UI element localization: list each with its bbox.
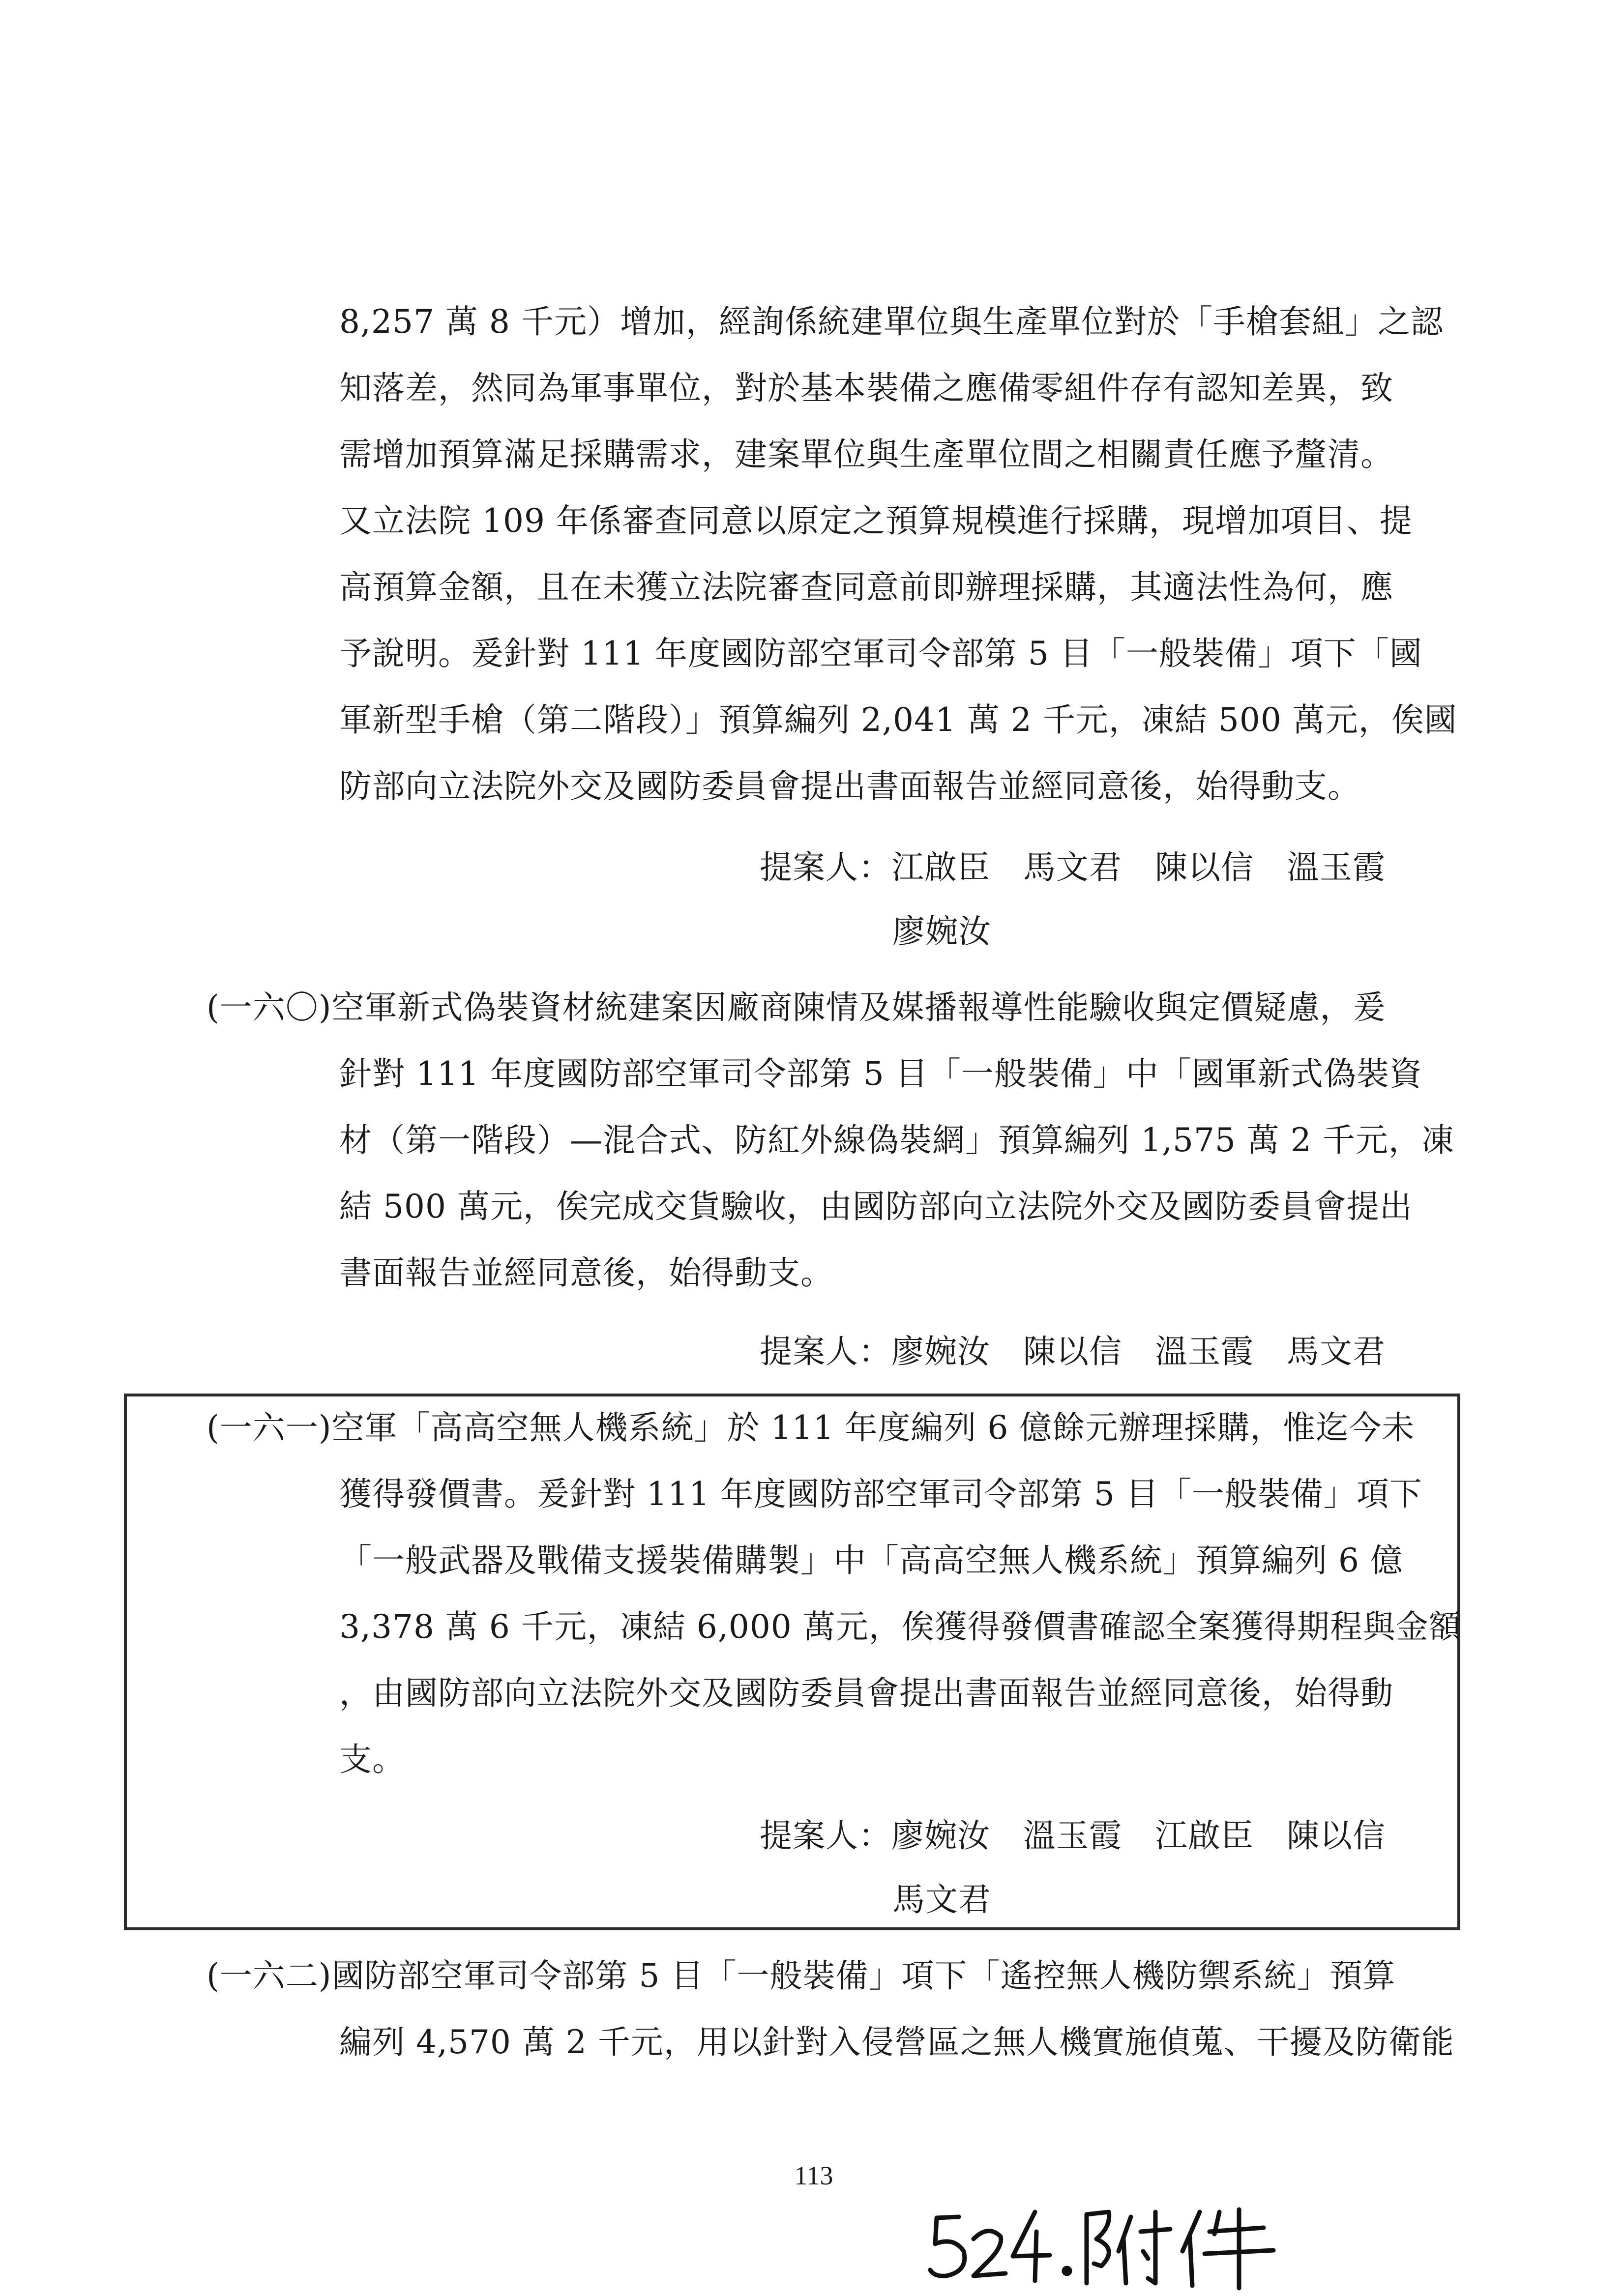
handwritten-annotation xyxy=(924,2197,1288,2291)
text-line: ，由國防部向立法院外交及國防委員會提出書面報告並經同意後，始得動 xyxy=(339,1674,1393,1712)
text-line: 材（第一階段）—混合式、防紅外線偽裝網」預算編列 1,575 萬 2 千元，凍 xyxy=(339,1121,1454,1159)
text-line: 軍新型手槍（第二階段）」預算編列 2,041 萬 2 千元，凍結 500 萬元，俟國 xyxy=(339,701,1457,739)
text-line: 3,378 萬 6 千元，凍結 6,000 萬元，俟獲得發價書確認全案獲得期程與金額 xyxy=(339,1608,1462,1646)
text-line: 書面報告並經同意後，始得動支。 xyxy=(339,1254,833,1292)
item-heading-line: (一六二)國防部空軍司令部第 5 目「一般裝備」項下「遙控無人機防禦系統」預算 xyxy=(207,1957,1396,1995)
text-line: 獲得發價書。爰針對 111 年度國防部空軍司令部第 5 目「一般裝備」項下 xyxy=(339,1475,1422,1513)
text-line: 針對 111 年度國防部空軍司令部第 5 目「一般裝備」中「國軍新式偽裝資 xyxy=(339,1055,1422,1093)
text-line: 結 500 萬元，俟完成交貨驗收，由國防部向立法院外交及國防委員會提出 xyxy=(339,1188,1413,1225)
proposers-line: 廖婉汝 xyxy=(892,912,991,950)
item-heading-line: (一六一)空軍「高高空無人機系統」於 111 年度編列 6 億餘元辦理採購，惟迄今未 xyxy=(207,1409,1415,1447)
proposers-line: 提案人：廖婉汝 陳以信 溫玉霞 馬文君 xyxy=(760,1333,1386,1370)
proposers-line: 馬文君 xyxy=(892,1881,991,1918)
text-line: 知落差，然同為軍事單位，對於基本裝備之應備零組件存有認知差異，致 xyxy=(339,369,1393,407)
text-line: 「一般武器及戰備支援裝備購製」中「高高空無人機系統」預算編列 6 億 xyxy=(339,1541,1403,1579)
text-line: 高預算金額，且在未獲立法院審查同意前即辦理採購，其適法性為何，應 xyxy=(339,568,1393,606)
text-line: 支。 xyxy=(339,1741,405,1778)
text-line: 8,257 萬 8 千元）增加，經詢係統建單位與生產單位對於「手槍套組」之認 xyxy=(339,303,1444,341)
text-line: 編列 4,570 萬 2 千元，用以針對入侵營區之無人機實施偵蒐、干擾及防衛能 xyxy=(339,2023,1454,2061)
proposers-line: 提案人：江啟臣 馬文君 陳以信 溫玉霞 xyxy=(760,848,1386,886)
text-line: 又立法院 109 年係審查同意以原定之預算規模進行採購，現增加項目、提 xyxy=(339,502,1413,540)
text-line: 防部向立法院外交及國防委員會提出書面報告並經同意後，始得動支。 xyxy=(339,767,1360,805)
proposers-line: 提案人：廖婉汝 溫玉霞 江啟臣 陳以信 xyxy=(760,1817,1386,1855)
page-number: 113 xyxy=(794,2161,833,2190)
text-line: 需增加預算滿足採購需求，建案單位與生產單位間之相關責任應予釐清。 xyxy=(339,436,1393,473)
item-heading-line: (一六〇)空軍新式偽裝資材統建案因廠商陳情及媒播報導性能驗收與定價疑慮，爰 xyxy=(207,988,1386,1026)
text-line: 予說明。爰針對 111 年度國防部空軍司令部第 5 目「一般裝備」項下「國 xyxy=(339,635,1422,672)
